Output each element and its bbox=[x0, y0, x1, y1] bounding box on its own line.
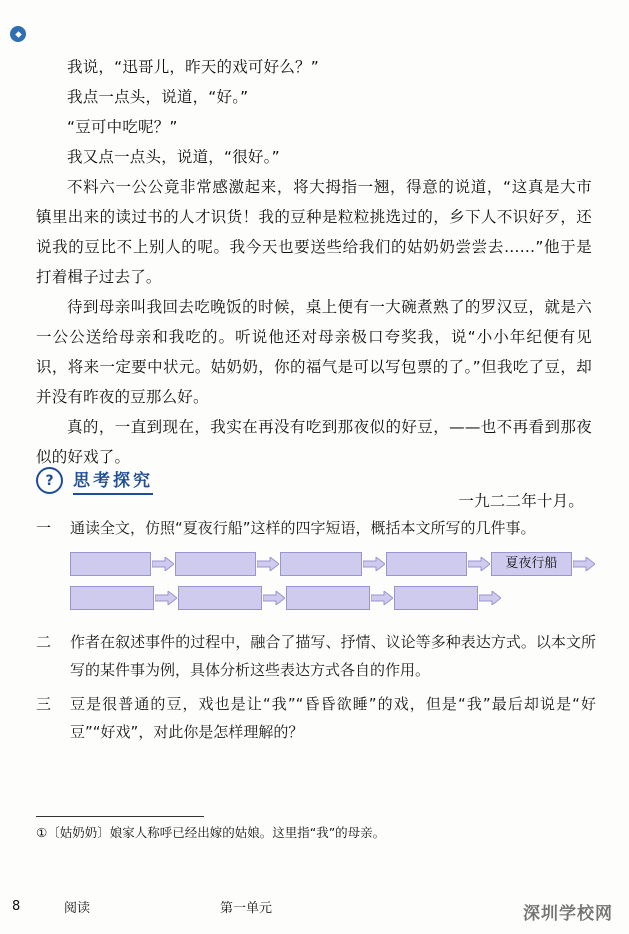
exercise-number: 一 bbox=[36, 519, 52, 537]
flow-box[interactable] bbox=[178, 586, 262, 610]
exercise-text: 作者在叙述事件的过程中，融合了描写、抒情、议论等多种表达方式。以本文所写的某件事为例，具体分析这些表达方式各自的作用。 bbox=[70, 633, 596, 679]
logo-icon bbox=[10, 26, 26, 42]
arrow-right-icon bbox=[262, 586, 286, 610]
flow-box[interactable] bbox=[394, 586, 478, 610]
paragraph: “豆可中吃呢？” bbox=[67, 118, 178, 136]
arrow-right-icon bbox=[478, 586, 502, 610]
flow-box[interactable] bbox=[70, 552, 151, 576]
flow-row bbox=[70, 552, 596, 576]
footnote-divider bbox=[36, 816, 204, 817]
date-line: 一九二二年十月。 bbox=[458, 492, 584, 510]
footer-section-label: 阅读 bbox=[64, 901, 91, 916]
paragraph: 我又点一点头，说道，“很好。” bbox=[67, 148, 280, 166]
footer-unit-label: 第一单元 bbox=[220, 901, 273, 916]
exercise-list bbox=[36, 514, 596, 752]
watermark: 深圳学校网 bbox=[523, 904, 613, 924]
flow-box[interactable] bbox=[70, 586, 154, 610]
arrow-right-icon bbox=[370, 586, 394, 610]
flow-box[interactable] bbox=[286, 586, 370, 610]
exercise-number: 二 bbox=[36, 633, 52, 651]
paragraph: 不料六一公公竟非常感激起来，将大拇指一翘，得意的说道，“这真是大市镇里出来的读过书的人才识货！我的豆种是粒粒挑选过的，乡下人不识好歹，还说我的豆比不上别人的呢。我今天也要送些给我们的姑奶奶尝尝去……”他于是打着楫子过去了。 bbox=[36, 178, 592, 286]
flow-box[interactable] bbox=[386, 552, 467, 576]
question-icon: ? bbox=[36, 467, 63, 494]
paragraph: 真的，一直到现在，我实在再没有吃到那夜似的好豆，——也不再看到那夜似的好戏了。 bbox=[36, 418, 592, 466]
article-body bbox=[36, 52, 592, 516]
arrow-right-icon bbox=[151, 552, 175, 576]
list-item bbox=[36, 514, 596, 542]
section-title: 思考探究 bbox=[73, 466, 153, 495]
exercise-text: 豆是很普通的豆，戏也是让“我”“昏昏欲睡”的戏，但是“我”最后却说是“好豆”“好戏”，对此你是怎样理解的？ bbox=[70, 695, 596, 741]
flow-diagram bbox=[70, 552, 596, 610]
section-header bbox=[36, 466, 153, 495]
flow-box[interactable] bbox=[175, 552, 256, 576]
footnote bbox=[36, 822, 496, 844]
footnote-marker: ① bbox=[36, 825, 48, 840]
list-item bbox=[36, 690, 596, 746]
paragraph: 待到母亲叫我回去吃晚饭的时候，桌上便有一大碗煮熟了的罗汉豆，就是六一公公送给母亲和我吃的。听说他还对母亲极口夸奖我，说“小小年纪便有见识，将来一定要中状元。姑奶奶，你的福气是可以写包票的了。”但我吃了豆，却并没有昨夜的豆那么好。 bbox=[36, 298, 592, 406]
list-item bbox=[36, 628, 596, 684]
flow-row bbox=[70, 586, 596, 610]
arrow-right-icon bbox=[467, 552, 491, 576]
arrow-right-icon bbox=[154, 586, 178, 610]
exercise-number: 三 bbox=[36, 695, 52, 713]
flow-box[interactable] bbox=[280, 552, 361, 576]
exercise-text: 通读全文，仿照“夏夜行船”这样的四字短语，概括本文所写的几件事。 bbox=[70, 519, 536, 537]
paragraph: 我点一点头，说道，“好。” bbox=[67, 88, 249, 106]
arrow-right-icon bbox=[256, 552, 280, 576]
footnote-text: 娘家人称呼已经出嫁的姑娘。这里指“我”的母亲。 bbox=[109, 825, 386, 840]
page-number: 8 bbox=[12, 899, 21, 914]
footnote-term: 〔姑奶奶〕 bbox=[47, 825, 110, 840]
arrow-right-icon bbox=[572, 552, 596, 576]
paragraph: 我说，“迅哥儿，昨天的戏可好么？” bbox=[67, 58, 319, 76]
flow-box-labeled[interactable]: 夏夜行船 bbox=[491, 552, 572, 576]
arrow-right-icon bbox=[362, 552, 386, 576]
